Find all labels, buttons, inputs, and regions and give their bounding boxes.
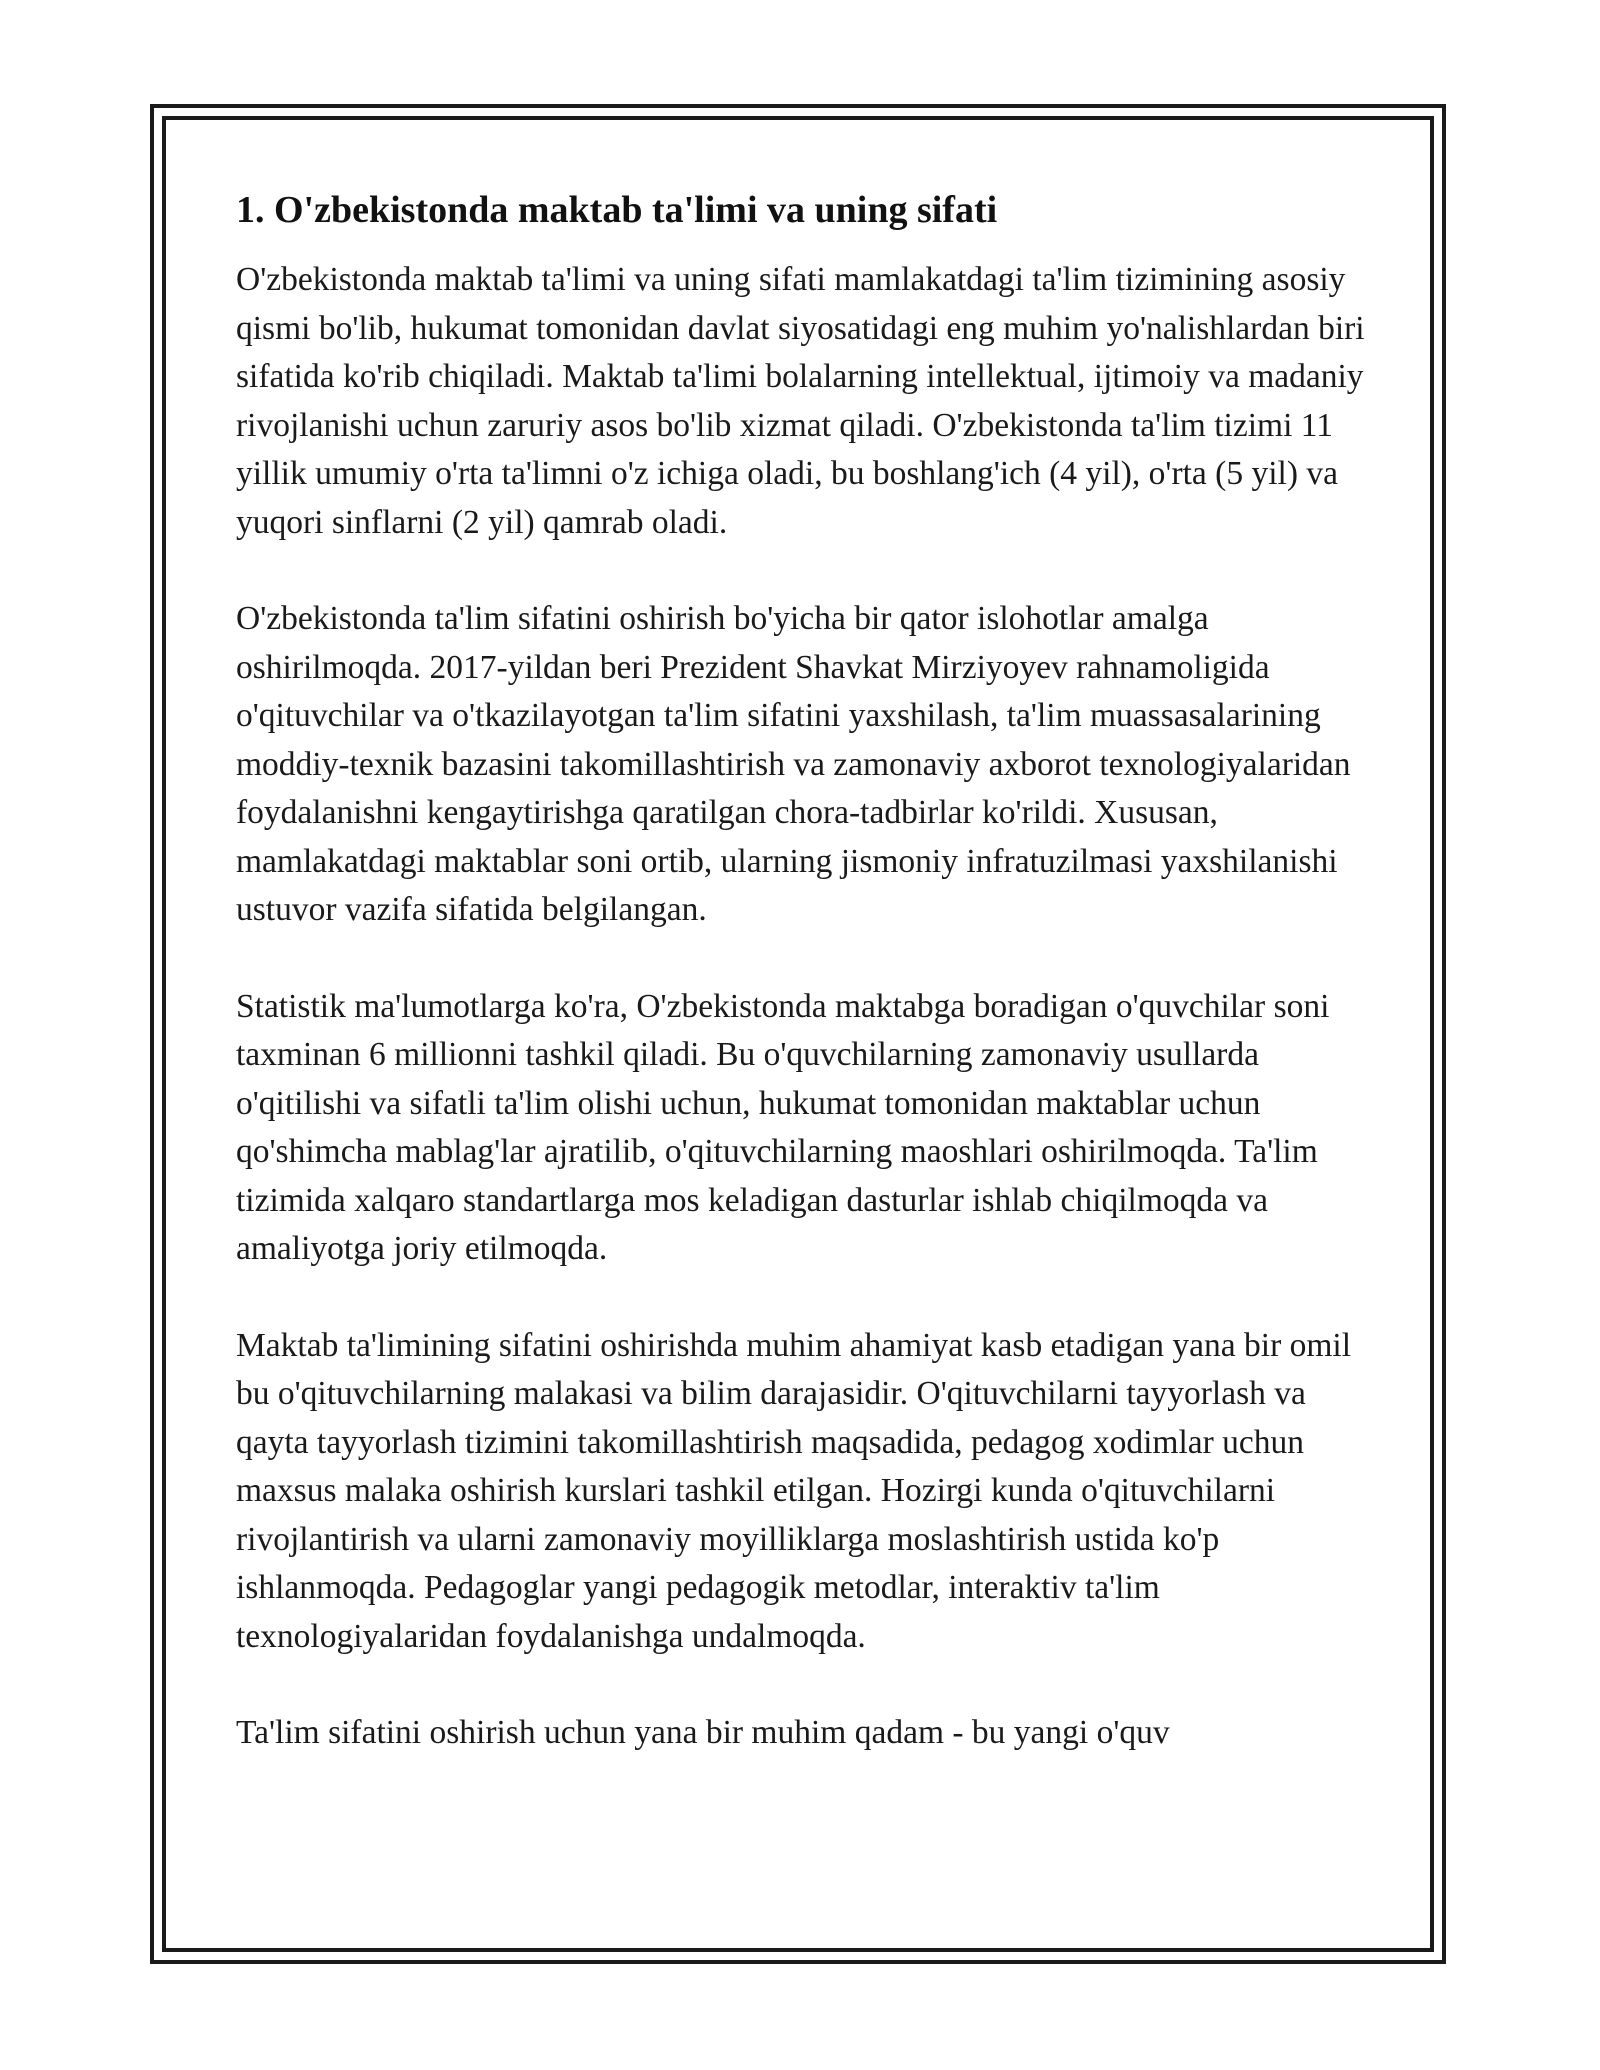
paragraph-2: O'zbekistonda ta'lim sifatini oshirish bo'yicha bir qator islohotlar amalga oshirilmoqda. 2017-yildan beri Prezident Shavkat Mirziyoyev rahnamoligida o'qituvchilar va o'tkazilayotgan ta'lim sifatini yaxshilash, ta'lim muassasalarining moddiy-texnik bazasini takomillashtirish va zamonaviy axborot texnologiyalaridan foydalanishni kengaytirishga qaratilgan chora-tadbirlar ko'rildi. Xususan, mamlakatdagi maktablar soni ortib, ularning jismoniy infratuzilmasi yaxshilanishi ustuvor vazifa sifatida belgilangan. <box>236 600 1351 928</box>
paragraph-4: Maktab ta'limining sifatini oshirishda muhim ahamiyat kasb etadigan yana bir omil bu o'qituvchilarning malakasi va bilim darajasidir. O'qituvchilarni tayyorlash va qayta tayyorlash tizimini takomillashtirish maqsadida, pedagog xodimlar uchun maxsus malaka oshirish kurslari tashkil etilgan. Hozirgi kunda o'qituvchilarni rivojlantirish va ularni zamonaviy moyilliklarga moslashtirish ustida ko'p ishlanmoqda. Pedagoglar yangi pedagogik metodlar, interaktiv ta'lim texnologiyalaridan foydalanishga undalmoqda. <box>236 1326 1352 1655</box>
paragraph-5: Ta'lim sifatini oshirish uchun yana bir muhim qadam - bu yangi o'quv <box>236 1714 1170 1751</box>
paragraph-3: Statistik ma'lumotlarga ko'ra, O'zbekistonda maktabga boradigan o'quvchilar soni taxminan 6 millionni tashkil qiladi. Bu o'quvchilarning zamonaviy usullarda o'qitilishi va sifatli ta'lim olishi uchun, hukumat tomonidan maktablar uchun qo'shimcha mablag'lar ajratilib, o'qituvchilarning maoshlari oshirilmoqda. Ta'lim tizimida xalqaro standartlarga mos keladigan dasturlar ishlab chiqilmoqda va amaliyotga joriy etilmoqda. <box>236 987 1330 1267</box>
paragraph-1: O'zbekistonda maktab ta'limi va uning sifati mamlakatdagi ta'lim tizimining asosiy qismi bo'lib, hukumat tomonidan davlat siyosatidagi eng muhim yo'nalishlardan biri sifatida ko'rib chiqiladi. Maktab ta'limi bolalarning intellektual, ijtimoiy va madaniy rivojlanishi uchun zaruriy asos bo'lib xizmat qiladi. O'zbekistonda ta'lim tizimi 11 yillik umumiy o'rta ta'limni o'z ichiga oladi, bu boshlang'ich (4 yil), o'rta (5 yil) va yuqori sinflarni (2 yil) qamrab oladi. <box>236 261 1365 541</box>
document-body <box>236 186 1376 1806</box>
section-heading: 1. O'zbekistonda maktab ta'limi va uning sifati <box>236 189 998 231</box>
